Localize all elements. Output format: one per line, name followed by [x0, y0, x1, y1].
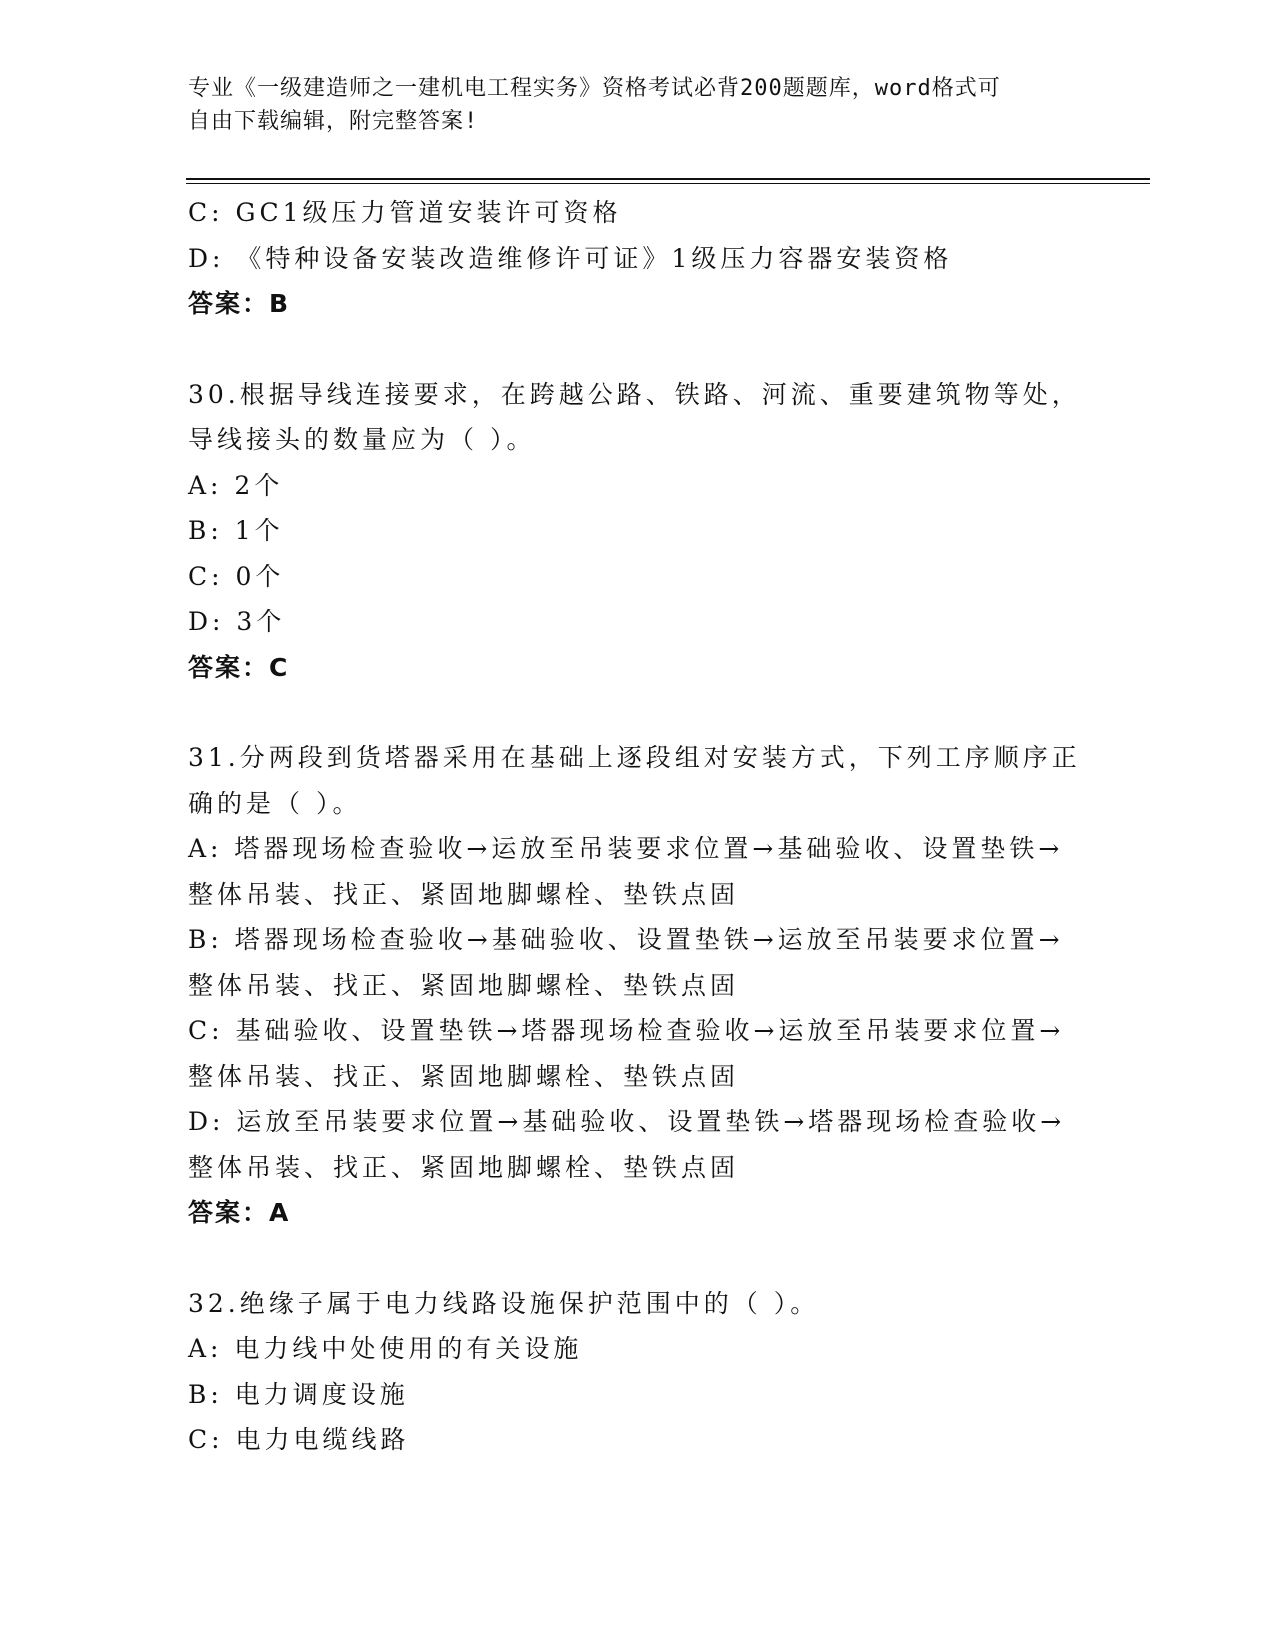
question-stem-cont: 确的是（ ）。	[188, 788, 362, 818]
option-d-cont: 整体吊装、找正、紧固地脚螺栓、垫铁点固	[188, 1152, 740, 1182]
option-a-cont: 整体吊装、找正、紧固地脚螺栓、垫铁点固	[188, 879, 740, 909]
option-c: C: GC1级压力管道安装许可资格	[188, 198, 622, 227]
question-stem: 31.分两段到货塔器采用在基础上逐段组对安装方式，下列工序顺序正	[188, 743, 1081, 772]
option-d: D: 运放至吊装要求位置→基础验收、设置垫铁→塔器现场检查验收→	[188, 1107, 1066, 1136]
question-stem: 30.根据导线连接要求，在跨越公路、铁路、河流、重要建筑物等处，	[188, 379, 1081, 409]
document-header	[188, 72, 1068, 138]
question-list	[188, 190, 1088, 1463]
question-block-30	[188, 372, 1088, 691]
option-c: C: 电力电缆线路	[188, 1425, 410, 1454]
option-d: D: 3个	[188, 607, 286, 636]
option-c: C: 基础验收、设置垫铁→塔器现场检查验收→运放至吊装要求位置→	[188, 1016, 1065, 1045]
option-b-cont: 整体吊装、找正、紧固地脚螺栓、垫铁点固	[188, 970, 740, 1000]
header-rule-thin	[186, 183, 1150, 184]
answer-line: 答案：A	[188, 1198, 291, 1227]
answer-line: 答案：C	[188, 652, 290, 682]
option-a: A: 电力线中处使用的有关设施	[188, 1334, 583, 1363]
header-rule-thick	[186, 178, 1150, 180]
option-c-cont: 整体吊装、找正、紧固地脚螺栓、垫铁点固	[188, 1061, 740, 1091]
question-block-29	[188, 190, 1088, 327]
answer-line: 答案：B	[188, 289, 291, 318]
option-c: C: 0个	[188, 561, 285, 591]
question-block-31	[188, 735, 1088, 1236]
option-b: B: 1个	[188, 516, 284, 545]
option-a: A: 2个	[188, 470, 284, 500]
option-d: D: 《特种设备安装改造维修许可证》1级压力容器安装资格	[188, 243, 953, 273]
question-stem: 32.绝缘子属于电力线路设施保护范围中的（ ）。	[188, 1288, 820, 1318]
option-b: B: 塔器现场检查验收→基础验收、设置垫铁→运放至吊装要求位置→	[188, 925, 1064, 954]
question-block-32	[188, 1281, 1088, 1463]
option-b: B: 电力调度设施	[188, 1379, 409, 1409]
question-stem-cont: 导线接头的数量应为（ ）。	[188, 425, 536, 454]
header-line-2: 自由下载编辑，附完整答案!	[188, 109, 479, 134]
header-line-1: 专业《一级建造师之一建机电工程实务》资格考试必背200题题库，word格式可	[188, 76, 1001, 101]
option-a: A: 塔器现场检查验收→运放至吊装要求位置→基础验收、设置垫铁→	[188, 834, 1064, 863]
